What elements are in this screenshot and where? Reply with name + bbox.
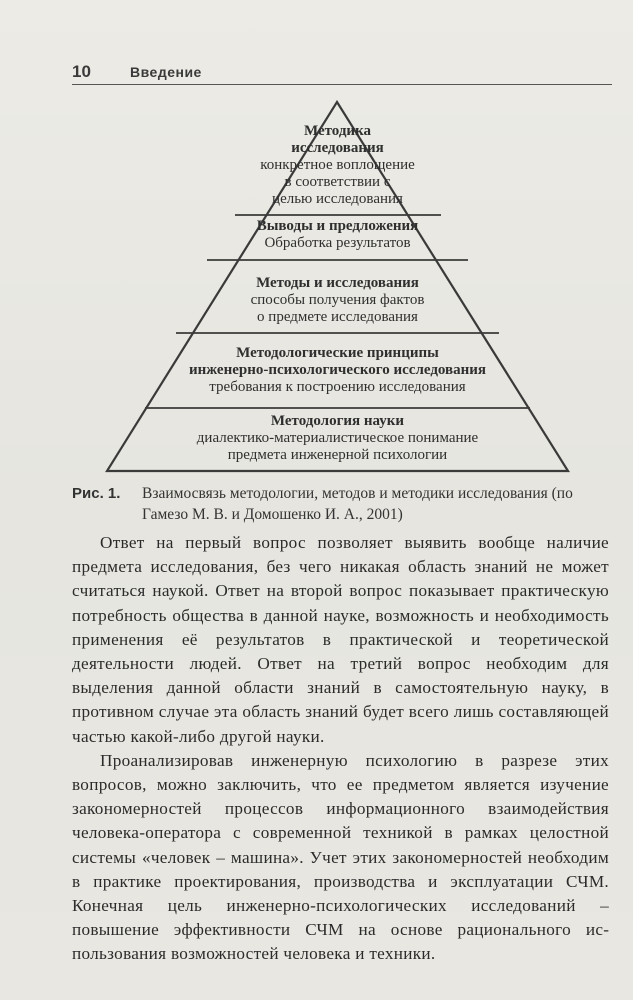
paragraph-1: Ответ на первый вопрос позволяет выявить вообще наличие предмета исследования, без чего никакая область знаний не может считаться наукой. Ответ на второй вопрос показывает практическую потребность общества в данной науке, возможность и необходимость применения её результатов в практической и теоретической деятельности людей. Ответ на третий вопрос необходим для выделения данной области знаний в самостоятельную науку, в противном случае эта область знаний будет всего лишь составляющей частью какой-либо другой науки. xyxy=(72,533,609,746)
pyramid-level-methodology xyxy=(100,413,575,464)
caption-label: Рис. 1. xyxy=(72,485,121,502)
pyramid-diagram xyxy=(100,100,575,475)
page-number: 10 xyxy=(72,62,91,81)
level-title: Методология науки xyxy=(270,413,405,429)
pyramid-level-methodics xyxy=(100,123,575,208)
level-title: Методы и исследования xyxy=(256,275,419,291)
pyramid-level-conclusions xyxy=(100,218,575,252)
pyramid-level-methods xyxy=(100,275,575,326)
level-description: конкретное воплощение в соответствии с целью исследования xyxy=(260,157,415,207)
header-rule xyxy=(72,84,612,85)
level-description: способы получения фактов о предмете исследования xyxy=(250,292,425,325)
level-title: Методика исследования xyxy=(291,123,384,156)
level-description: Обработка результатов xyxy=(264,235,411,251)
pyramid-level-principles xyxy=(100,345,575,396)
level-title: Выводы и предложения xyxy=(256,218,419,234)
body-text xyxy=(72,531,609,967)
paragraph-2: Проанализировав инженерную психологию в разрезе этих вопросов, можно заключить, что ее предметом является изучение закономерностей процессов информационного взаимодействия человека-оператора с современной техникой в рамках целостной системы «человек – машина». Учет этих закономерностей необходим в практике проектирования, производства и эксплуатации СЧМ. Конечная цель инженерно-психологических исследований – повышение эффективности СЧМ на основе рационального использования возможностей человека и техники. xyxy=(72,750,609,964)
section-name: Введение xyxy=(130,64,202,80)
level-title: Методологические принципы инженерно-психологического исследования xyxy=(188,345,487,378)
level-description: требования к построению исследования xyxy=(209,379,466,395)
level-description: диалектико-материалистическое понимание предмета инженерной психологии xyxy=(196,430,479,463)
running-head xyxy=(72,62,612,86)
caption-text: Взаимосвязь методологии, методов и методики исследования (по Гамезо М. В. и Домошенко И. А., 2001) xyxy=(142,485,573,523)
